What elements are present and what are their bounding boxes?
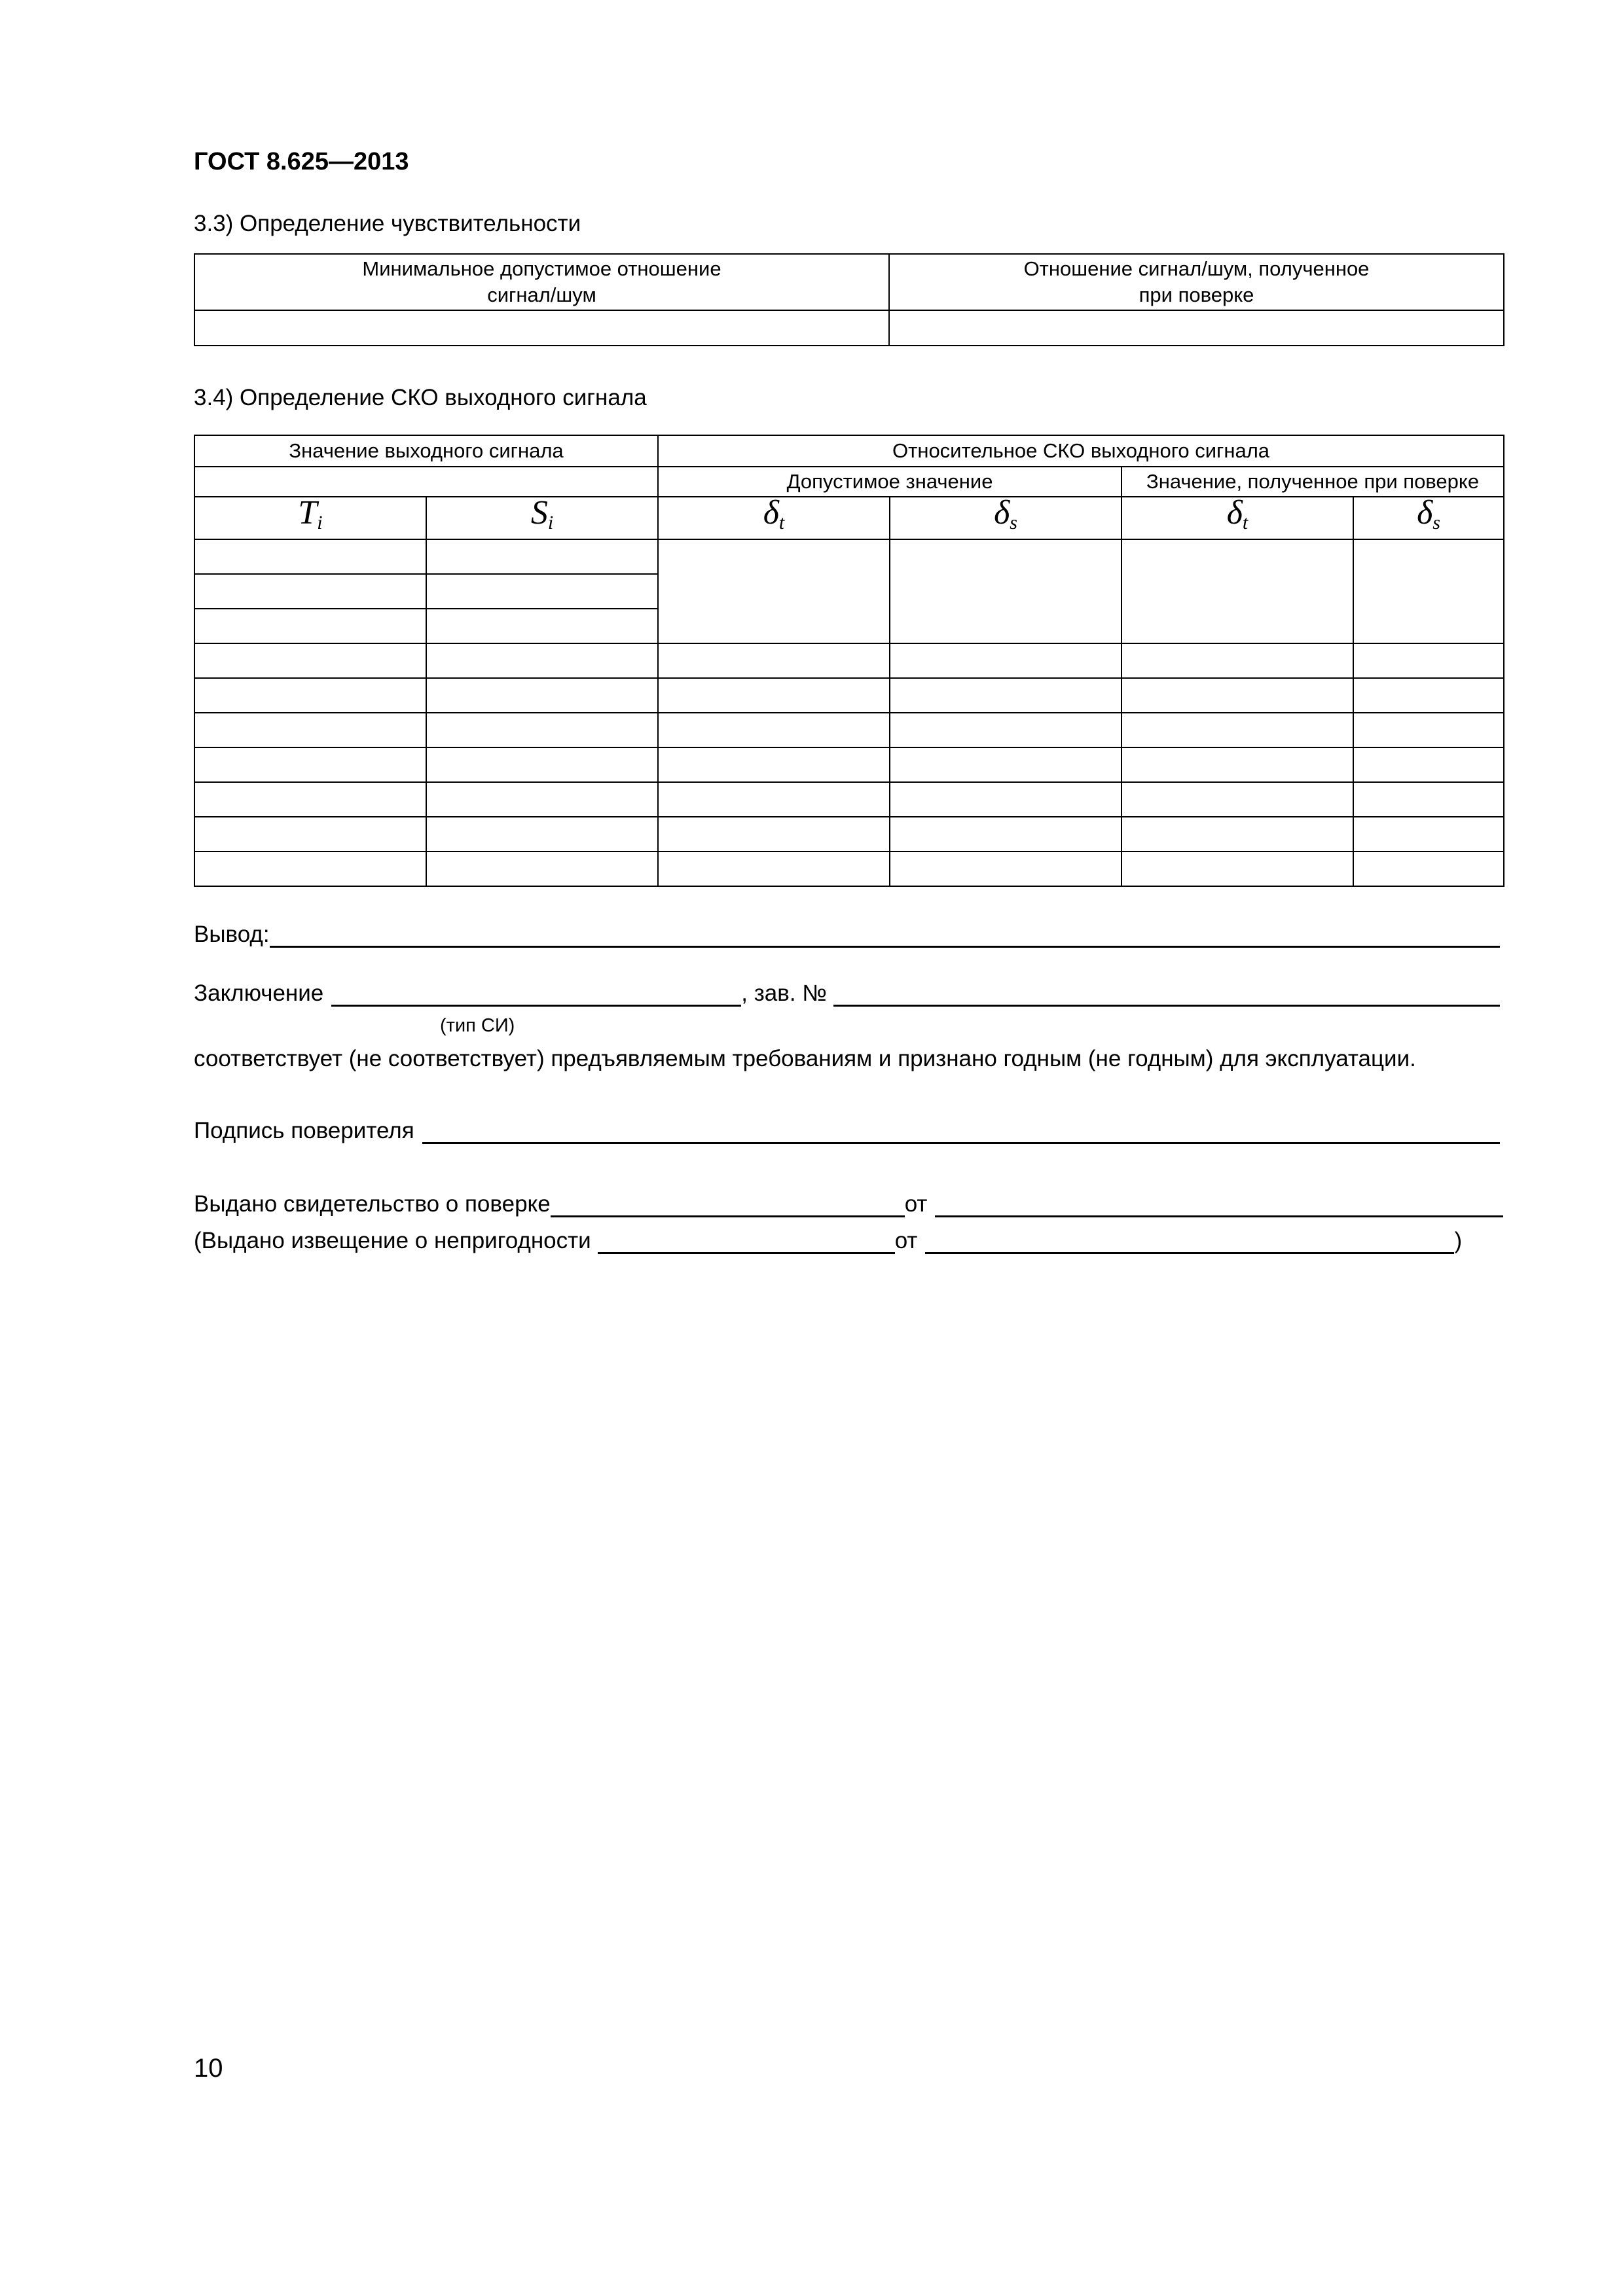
certificate-from-label: от bbox=[904, 1191, 928, 1217]
table-row bbox=[194, 852, 1504, 886]
symbol-delta-s-obtained: $\delta_s$ bbox=[1353, 497, 1504, 539]
table-cell[interactable] bbox=[1353, 747, 1504, 782]
sko-table bbox=[194, 435, 1504, 887]
symbol-delta-t-allowed: $\delta_t$ bbox=[658, 497, 890, 539]
symbol-si: $S_i$ bbox=[426, 497, 658, 539]
symbol-ti: $T_i$ bbox=[194, 497, 426, 539]
table-cell[interactable] bbox=[426, 609, 658, 643]
table-cell[interactable] bbox=[890, 713, 1122, 747]
table-cell[interactable] bbox=[426, 782, 658, 817]
table-cell[interactable] bbox=[194, 574, 426, 609]
notice-number-field[interactable] bbox=[598, 1229, 895, 1254]
compliance-text: соответствует (не соответствует) предъявляемым требованиям и признано годным (не годным) для эксплуатации. bbox=[194, 1046, 1416, 1071]
sensitivity-col2-line1: Отношение сигнал/шум, полученное bbox=[1023, 257, 1370, 280]
table-cell[interactable] bbox=[658, 817, 890, 852]
table-cell[interactable] bbox=[1122, 817, 1353, 852]
sko-head-obtained: Значение, полученное при поверке bbox=[1122, 467, 1504, 497]
table-row bbox=[194, 678, 1504, 713]
table-cell[interactable] bbox=[1122, 713, 1353, 747]
sensitivity-col1-line1: Минимальное допустимое отношение bbox=[362, 257, 721, 280]
table-cell[interactable] bbox=[194, 747, 426, 782]
table-cell[interactable] bbox=[426, 817, 658, 852]
section-34-title: 3.4) Определение СКО выходного сигнала bbox=[194, 385, 647, 410]
table-cell[interactable] bbox=[194, 539, 426, 574]
document-header: ГОСТ 8.625—2013 bbox=[194, 148, 409, 175]
table-cell[interactable] bbox=[194, 643, 426, 678]
table-cell[interactable] bbox=[890, 817, 1122, 852]
instrument-type-hint: (тип СИ) bbox=[440, 1015, 515, 1036]
table-row bbox=[194, 713, 1504, 747]
table-cell-merged[interactable] bbox=[658, 539, 890, 643]
sensitivity-col-min-ratio bbox=[194, 254, 889, 310]
notice-label: (Выдано извещение о непригодности bbox=[194, 1228, 591, 1253]
page-number: 10 bbox=[194, 2054, 223, 2083]
table-cell-merged[interactable] bbox=[1122, 539, 1353, 643]
instrument-type-field[interactable] bbox=[331, 981, 741, 1007]
serial-number-field[interactable] bbox=[833, 981, 1500, 1007]
table-cell-merged[interactable] bbox=[1353, 539, 1504, 643]
table-cell[interactable] bbox=[426, 574, 658, 609]
table-row bbox=[194, 643, 1504, 678]
table-cell[interactable] bbox=[1122, 782, 1353, 817]
table-cell[interactable] bbox=[658, 643, 890, 678]
notice-from-label: от bbox=[894, 1228, 918, 1253]
table-cell[interactable] bbox=[658, 852, 890, 886]
table-cell[interactable] bbox=[890, 852, 1122, 886]
sko-head-output: Значение выходного сигнала bbox=[194, 435, 658, 467]
notice-close-paren: ) bbox=[1454, 1228, 1463, 1253]
table-cell[interactable] bbox=[194, 713, 426, 747]
table-cell[interactable] bbox=[426, 539, 658, 574]
sko-head-allowed: Допустимое значение bbox=[658, 467, 1122, 497]
table-cell[interactable] bbox=[194, 609, 426, 643]
table-cell[interactable] bbox=[1122, 643, 1353, 678]
sensitivity-table bbox=[194, 253, 1504, 346]
conclusion-label: Вывод: bbox=[194, 922, 270, 947]
table-cell[interactable] bbox=[1353, 817, 1504, 852]
notice-line bbox=[194, 1228, 1503, 1254]
signature-field[interactable] bbox=[422, 1119, 1500, 1144]
conclusion-field[interactable] bbox=[270, 922, 1500, 948]
table-cell[interactable] bbox=[658, 782, 890, 817]
section-33-title: 3.3) Определение чувствительности bbox=[194, 211, 581, 236]
table-cell[interactable] bbox=[194, 782, 426, 817]
table-cell[interactable] bbox=[426, 713, 658, 747]
table-cell[interactable] bbox=[426, 643, 658, 678]
signature-line bbox=[194, 1118, 1500, 1144]
certificate-label: Выдано свидетельство о поверке bbox=[194, 1191, 551, 1217]
sensitivity-cell-min-ratio-value[interactable] bbox=[194, 310, 889, 346]
signature-label: Подпись поверителя bbox=[194, 1118, 414, 1143]
table-cell[interactable] bbox=[890, 747, 1122, 782]
symbol-delta-s-allowed: $\delta_s$ bbox=[890, 497, 1122, 539]
table-cell[interactable] bbox=[194, 678, 426, 713]
notice-date-field[interactable] bbox=[925, 1229, 1454, 1254]
sensitivity-col2-line2: при поверке bbox=[1139, 283, 1254, 306]
table-cell[interactable] bbox=[890, 678, 1122, 713]
table-cell[interactable] bbox=[1122, 747, 1353, 782]
table-cell[interactable] bbox=[890, 782, 1122, 817]
table-cell[interactable] bbox=[1353, 643, 1504, 678]
sko-head-empty bbox=[194, 467, 658, 497]
table-cell[interactable] bbox=[426, 678, 658, 713]
table-row bbox=[194, 782, 1504, 817]
table-cell[interactable] bbox=[1122, 852, 1353, 886]
table-cell[interactable] bbox=[1122, 678, 1353, 713]
serial-label: , зав. № bbox=[741, 980, 827, 1006]
table-cell[interactable] bbox=[658, 678, 890, 713]
table-cell[interactable] bbox=[426, 747, 658, 782]
sensitivity-cell-obtained-value[interactable] bbox=[889, 310, 1504, 346]
symbol-delta-t-obtained: $\delta_t$ bbox=[1122, 497, 1353, 539]
table-cell[interactable] bbox=[194, 852, 426, 886]
certificate-number-field[interactable] bbox=[551, 1192, 905, 1217]
table-cell[interactable] bbox=[426, 852, 658, 886]
certificate-line bbox=[194, 1191, 1503, 1217]
table-cell[interactable] bbox=[1353, 713, 1504, 747]
certificate-date-field[interactable] bbox=[935, 1192, 1503, 1217]
table-cell[interactable] bbox=[1353, 678, 1504, 713]
table-cell-merged[interactable] bbox=[890, 539, 1122, 643]
table-cell[interactable] bbox=[194, 817, 426, 852]
sko-head-relative: Относительное СКО выходного сигнала bbox=[658, 435, 1504, 467]
table-cell[interactable] bbox=[1353, 852, 1504, 886]
conclusion-line bbox=[194, 922, 1500, 948]
table-cell[interactable] bbox=[1353, 782, 1504, 817]
table-cell[interactable] bbox=[890, 643, 1122, 678]
sensitivity-col-obtained-ratio bbox=[889, 254, 1504, 310]
table-row bbox=[194, 747, 1504, 782]
verdict-label: Заключение bbox=[194, 980, 324, 1006]
verdict-line bbox=[194, 980, 1500, 1007]
sensitivity-col1-line2: сигнал/шум bbox=[487, 283, 596, 306]
table-row bbox=[194, 817, 1504, 852]
table-cell[interactable] bbox=[658, 747, 890, 782]
table-cell[interactable] bbox=[658, 713, 890, 747]
